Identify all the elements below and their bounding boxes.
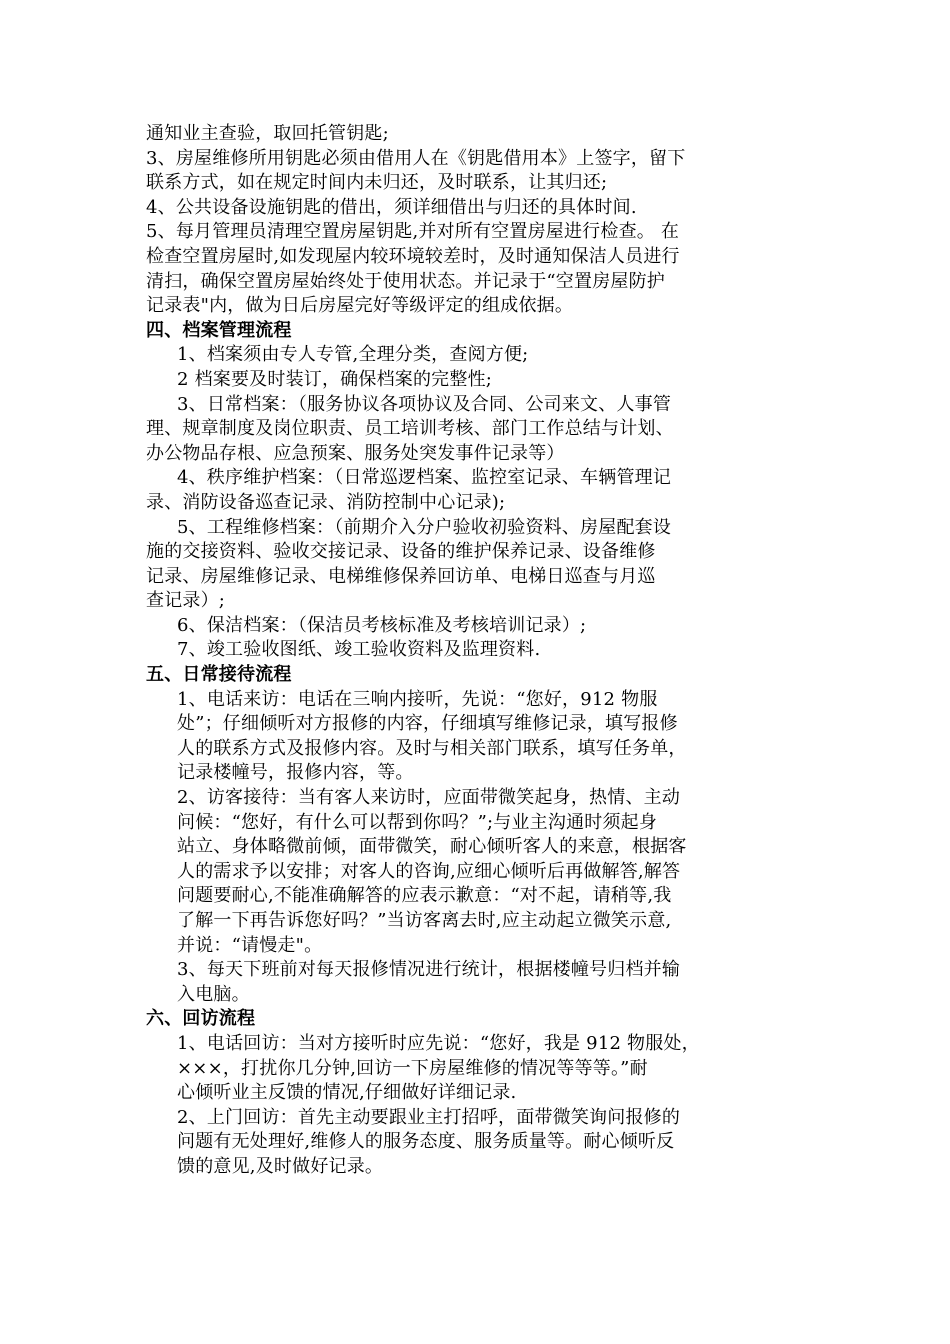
text-line: 4、公共设备设施钥匙的借出，须详细借出与归还的具体时间. [146, 196, 637, 218]
text-line: 录、消防设备巡查记录、消防控制中心记录); [146, 491, 506, 513]
text-line: 3、每天下班前对每天报修情况进行统计，根据楼幢号归档并输 [177, 959, 681, 981]
text-line: 了解一下再告诉您好吗？”当访客离去时,应主动起立微笑示意, [177, 910, 672, 931]
text-line: 站立、身体略微前倾，面带微笑，耐心倾听客人的来意，根据客 [177, 836, 687, 858]
text-line: 2 档案要及时装订，确保档案的完整性; [177, 368, 493, 390]
text-line: 人的联系方式及报修内容。及时与相关部门联系，填写任务单， [177, 737, 687, 759]
text-line: 3、房屋维修所用钥匙必须由借用人在《钥匙借用本》上签字，留下 [146, 147, 686, 169]
text-line: 办公物品存根、应急预案、服务处突发事件记录等） [146, 442, 565, 464]
text-line: 3、日常档案：（服务协议各项协议及合同、公司来文、人事管 [177, 393, 672, 415]
text-line: 记录楼幢号，报修内容，等。 [177, 762, 414, 784]
section-heading: 四、档案管理流程 [146, 319, 292, 341]
text-line: 记录、房屋维修记录、电梯维修保养回访单、电梯日巡查与月巡 [146, 565, 656, 587]
text-line: 1、档案须由专人专管,全理分类，查阅方便; [177, 344, 529, 366]
text-line: 人的需求予以安排；对客人的咨询,应细心倾听后再做解答,解答 [177, 860, 681, 882]
section-heading: 六、回访流程 [146, 1008, 256, 1030]
text-line: 入电脑。 [177, 983, 250, 1005]
text-line: 馈的意见,及时做好记录。 [177, 1155, 384, 1177]
text-line: 1、电话来访：电话在三响内接听，先说：“您好，912 物服 [177, 688, 658, 710]
text-line: 记录表"内，做为日后房屋完好等级评定的组成依据。 [146, 295, 574, 317]
document-body [146, 122, 816, 1180]
text-line: 清扫，确保空置房屋始终处于使用状态。并记录于“空置房屋防护 [146, 270, 665, 292]
text-line: 问候：“您好，有什么可以帮到你吗？”;与业主沟通时须起身 [177, 811, 658, 833]
text-line: 1、电话回访：当对方接听时应先说：“您好，我是 912 物服处， [177, 1032, 700, 1054]
text-line: 2、访客接待：当有客人来访时，应面带微笑起身，热情、主动 [177, 787, 681, 809]
text-line: 问题要耐心,不能准确解答的应表示歉意：“对不起，请稍等,我 [177, 885, 672, 907]
text-line: 心倾听业主反馈的情况,仔细做好详细记录. [177, 1082, 517, 1104]
section-heading: 五、日常接待流程 [146, 664, 292, 686]
text-line: 检查空置房屋时,如发现屋内较环境较差时，及时通知保洁人员进行 [146, 245, 680, 267]
text-line: 7、竣工验收图纸、竣工验收资料及监理资料. [177, 639, 541, 661]
text-line: 处”；仔细倾听对方报修的内容，仔细填写维修记录，填写报修 [177, 713, 678, 735]
text-line: 理、规章制度及岗位职责、员工培训考核、部门工作总结与计划、 [146, 418, 674, 440]
text-line: 通知业主查验，取回托管钥匙; [146, 123, 389, 144]
text-line: 5、每月管理员清理空置房屋钥匙,并对所有空置房屋进行检查。 在 [146, 221, 680, 243]
text-line: 4、秩序维护档案：（日常巡逻档案、监控室记录、车辆管理记 [177, 467, 672, 489]
text-line: 问题有无处理好,维修人的服务态度、服务质量等。耐心倾听反 [177, 1131, 675, 1153]
text-line: 并说：“请慢走"。 [177, 934, 323, 956]
text-line: 6、保洁档案：（保洁员考核标准及考核培训记录）; [177, 614, 587, 636]
text-line: 施的交接资料、验收交接记录、设备的维护保养记录、设备维修 [146, 541, 656, 563]
text-line: 联系方式，如在规定时间内未归还，及时联系，让其归还; [146, 172, 608, 194]
text-line: 查记录）; [146, 590, 226, 612]
text-line: 5、工程维修档案：（前期介入分户验收初验资料、房屋配套设 [177, 516, 672, 538]
text-line: 2、上门回访：首先主动要跟业主打招呼，面带微笑询问报修的 [177, 1106, 681, 1128]
text-line: ×××，打扰你几分钟,回访一下房屋维修的情况等等等。”耐 [177, 1057, 648, 1079]
